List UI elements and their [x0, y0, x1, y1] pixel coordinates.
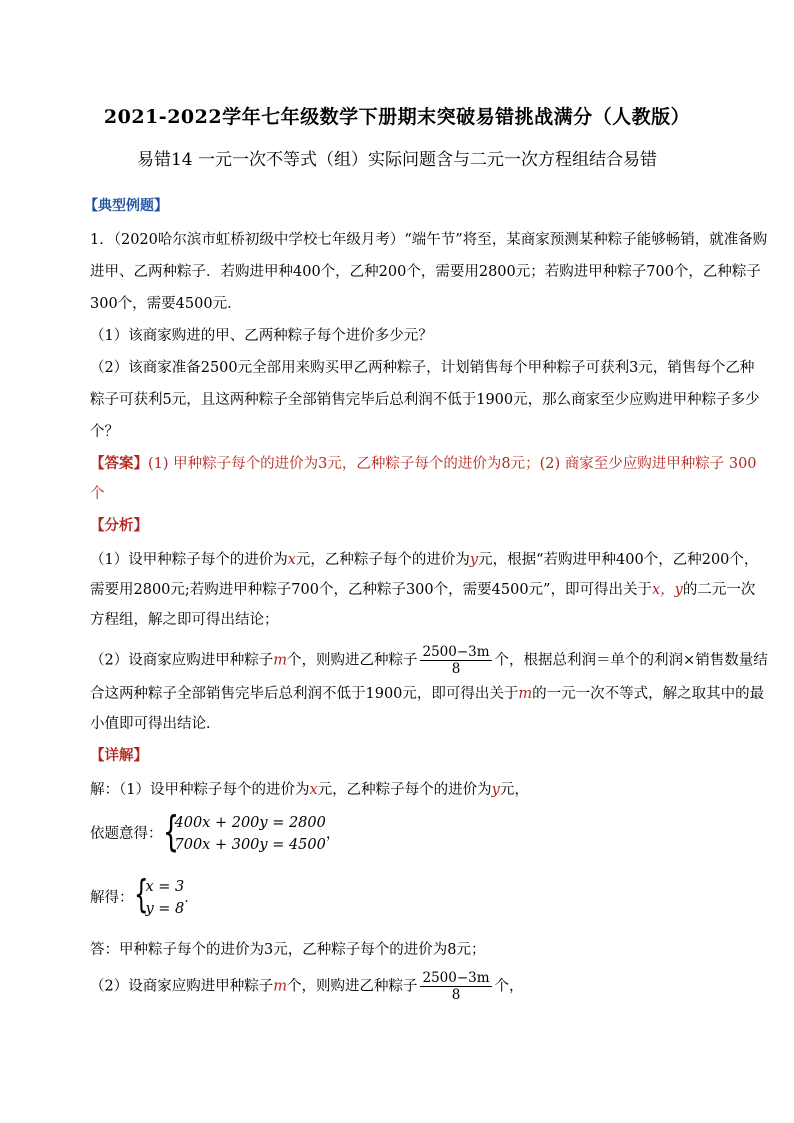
- detail-text: （2）设商家应购进甲种粽子: [90, 978, 274, 995]
- question-1: （1）该商家购进的甲、乙两种粽子每个进价多少元？: [90, 328, 433, 344]
- detail-text: 个，则购进乙种粽子: [286, 978, 418, 995]
- equation-punct: ，: [325, 826, 341, 842]
- question-2-line-3: 个？: [90, 424, 119, 440]
- detail-answer-1: 答：甲种粽子每个的进价为3元，乙种粽子每个的进价为8元；: [90, 942, 486, 958]
- answer-line-1: [90, 454, 757, 474]
- fraction-denominator: 8: [451, 661, 461, 677]
- variable-x: x: [309, 782, 318, 798]
- equation-1: 400x + 200y = 2800: [174, 815, 326, 831]
- answer-line-2: 个: [90, 486, 105, 502]
- solution-1: x = 3: [145, 879, 185, 895]
- analysis-line-2: [90, 580, 756, 600]
- problem-line-3: 300个，需要4500元．: [90, 296, 242, 312]
- solution-label: 解得：: [90, 890, 134, 906]
- variable-m: m: [518, 686, 533, 702]
- section-label-typical-examples: 【典型例题】: [84, 198, 168, 214]
- detail-text: 元，乙种粽子每个的进价为: [317, 782, 492, 798]
- variable-m: m: [273, 652, 287, 669]
- analysis-line-6: 小值即可得出结论．: [90, 716, 221, 732]
- detail-solution-system: [90, 872, 730, 922]
- solution-system: [133, 872, 185, 920]
- detail-text: 个，: [494, 978, 524, 995]
- analysis-line-3: 方程组，解之即可得出结论；: [90, 612, 279, 628]
- equation-label: 依题意得：: [90, 826, 163, 842]
- variable-m: m: [273, 978, 287, 995]
- detail-text: 元，: [499, 782, 529, 798]
- solution-2: y = 8: [145, 901, 185, 917]
- page-subtitle: 易错14 一元一次不等式（组）实际问题含与二元一次方程组结合易错: [136, 150, 658, 170]
- variable-x: x: [287, 552, 296, 568]
- detail-line-1: [90, 780, 730, 800]
- detail-line-5: [90, 970, 730, 1003]
- brace-icon: {: [162, 807, 179, 856]
- answer-tag: 【答案】: [90, 456, 148, 472]
- analysis-text: 的二元一次: [682, 582, 756, 598]
- fraction-numerator: 2500−3m: [422, 644, 490, 660]
- solution-punct: ．: [184, 890, 199, 906]
- equation-2: 700x + 300y = 4500: [174, 837, 326, 853]
- question-2-line-1: （2）该商家准备2500元全部用来购买甲乙两种粽子，计划销售每个甲种粽子可获利3元，销售每个乙种: [90, 360, 755, 376]
- analysis-line-5: [90, 684, 765, 704]
- brace-icon: {: [133, 872, 149, 916]
- answer-text: (1) 甲种粽子每个的进价为3元，乙种粽子每个的进价为8元；(2) 商家至少应购进甲种粽子 300: [148, 456, 757, 472]
- variables-xy: x，y: [651, 582, 683, 598]
- variable-y: y: [491, 782, 500, 798]
- detail-equation-system: [90, 807, 730, 862]
- question-2-line-2: 粽子可获利5元，且这两种粽子全部销售完毕后总利润不低于1900元，那么商家至少应购进甲种粽子多少: [90, 392, 760, 408]
- detail-tag: 【详解】: [90, 748, 148, 764]
- fraction: [420, 644, 491, 677]
- detail-tag-line: [90, 746, 730, 766]
- analysis-tag: 【分析】: [90, 518, 148, 534]
- detail-text: 解：（1）设甲种粽子每个的进价为: [90, 782, 310, 798]
- analysis-text: 个，则购进乙种粽子: [286, 652, 418, 669]
- analysis-text: 元，乙种粽子每个的进价为: [295, 552, 470, 568]
- fraction-numerator: 2500−3m: [422, 970, 490, 986]
- equation-system: [162, 807, 326, 856]
- page-title: 2021-2022学年七年级数学下册期末突破易错挑战满分（人教版）: [103, 106, 691, 128]
- analysis-text: 需要用2800元;若购进甲种粽子700个，乙种粽子300个，需要4500元”，即可得出关于: [90, 582, 652, 598]
- analysis-text: 个，根据总利润＝单个的利润×销售数量结: [494, 652, 768, 669]
- analysis-tag-line: [90, 516, 730, 536]
- analysis-text: 的一元一次不等式，解之取其中的最: [532, 686, 765, 702]
- fraction: [420, 970, 491, 1003]
- analysis-text: 元，根据“若购进甲种400个，乙种200个，: [478, 552, 759, 568]
- problem-line-2: 进甲、乙两种粽子．若购进甲种400个，乙种200个，需要用2800元；若购进甲种粽子700个，乙种粽子: [90, 264, 761, 280]
- analysis-text: （2）设商家应购进甲种粽子: [90, 652, 274, 669]
- problem-line-1: 1．（2020哈尔滨市虹桥初级中学校七年级月考）“端午节”将至，某商家预测某种粽子能够畅销，就准备购: [90, 232, 768, 248]
- analysis-line-1: [90, 550, 759, 570]
- fraction-denominator: 8: [451, 987, 461, 1003]
- analysis-line-4: [90, 644, 768, 677]
- analysis-text: （1）设甲种粽子每个的进价为: [90, 552, 288, 568]
- variable-y: y: [469, 552, 479, 568]
- analysis-text: 合这两种粽子全部销售完毕后总利润不低于1900元，即可得出关于: [90, 686, 519, 702]
